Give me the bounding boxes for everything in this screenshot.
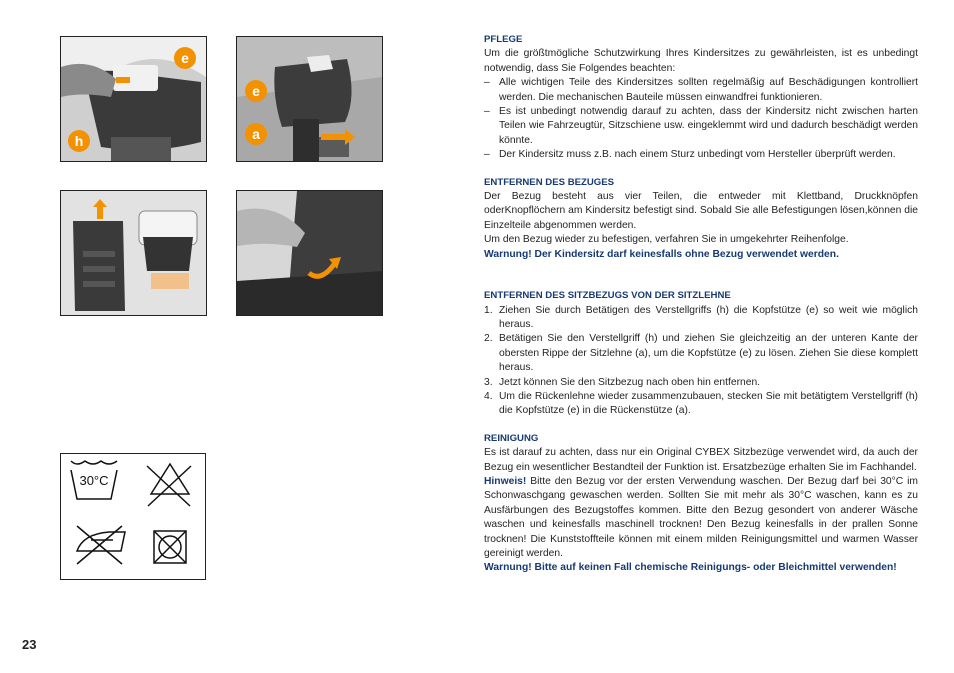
sitzlehne-list xyxy=(484,304,918,419)
photo-headrest-adjust xyxy=(60,36,207,162)
photo-cover-attach xyxy=(236,190,383,316)
no-iron-icon xyxy=(77,526,125,564)
heading-bezug: ENTFERNEN DES BEZUGES xyxy=(484,176,615,188)
reinigung-para-1: Es ist darauf zu achten, dass nur ein Original CYBEX Sitzbezüge verwendet wird, da auch der Bezug ein wesentlicher Bestandteil der Funktion ist. Ersatzbezüge erhalten Sie im Fachhandel. xyxy=(484,447,918,473)
reinigung-hint xyxy=(484,475,918,561)
pflege-intro: Um die größtmögliche Schutzwirkung Ihres Kindersitzes zu gewährleisten, ist es unbedingt notwendig, dass Sie Folgendes beachten: xyxy=(484,48,918,74)
bezug-para-1: Der Bezug besteht aus vier Teilen, die entweder mit Klettband, Druckknöpfen oderKnopflöchern am Kindersitz befestigt sind. Sobald Sie alle Befestigungen lösen,können die Einzelteile abgenommen werden. xyxy=(484,191,918,231)
list-item: 4. Um die Rückenlehne wieder zusammenzubauen, stecken Sie mit betätigtem Verstellgriff (h) die Kopfstütze (e) in die Rückenstütze (a). xyxy=(484,390,918,417)
care-symbols xyxy=(60,453,206,580)
hint-text: Bitte den Bezug vor der ersten Verwendung waschen. Der Bezug darf bei 30°C im Schonwaschgang gewaschen werden. Sollten Sie mit mehr als 30°C waschen, kann es zu Ausfärbungen des Bezugstoffes kommen. Bitte den Bezug gesondert von anderer Wäsche waschen und keinesfalls maschinell trocknen! Den Bezug keinesfalls in der prallen Sonne trocknen! Die Kunststoffteile können mit einem milden Reinigungsmittel und warmen Wasser gereinigt werden. xyxy=(484,475,918,559)
text-column xyxy=(484,33,918,576)
heading-sitzlehne: ENTFERNEN DES SITZBEZUGS VON DER SITZLEHNE xyxy=(484,290,731,302)
no-bleach-icon xyxy=(147,464,191,506)
photo-cover-removal-illustration xyxy=(61,191,206,315)
list-item: – Der Kindersitz muss z.B. nach einem Sturz unbedingt vom Hersteller überprüft werden. xyxy=(484,149,896,161)
photo-cover-removal xyxy=(60,190,207,316)
svg-text:e: e xyxy=(252,83,260,99)
photo-headrest-adjust-illustration xyxy=(61,37,206,161)
svg-text:h: h xyxy=(74,133,84,149)
wash-temperature: 30°C xyxy=(79,473,109,488)
list-item: 3. Jetzt können Sie den Sitzbezug nach oben hin entfernen. xyxy=(484,376,761,388)
svg-text:a: a xyxy=(252,126,260,142)
heading-pflege: PFLEGE xyxy=(484,34,523,45)
list-item: – Alle wichtigen Teile des Kindersitzes sollten regelmäßig auf Beschädigungen kontrolliert werden. Die mechanischen Bauteile müssen einwandfrei funktionieren. xyxy=(484,77,918,103)
page-number: 23 xyxy=(22,637,37,652)
no-tumble-dry-icon xyxy=(154,531,186,563)
bezug-warning: Warnung! Der Kindersitz darf keinesfalls ohne Bezug verwendet werden. xyxy=(484,248,839,260)
pflege-list xyxy=(484,76,918,162)
hint-label: Hinweis! xyxy=(484,475,527,487)
care-symbols-illustration xyxy=(61,454,205,579)
svg-text:e: e xyxy=(181,50,189,66)
bezug-para-2: Um den Bezug wieder zu befestigen, verfahren Sie in umgekehrter Reihenfolge. xyxy=(484,234,849,246)
list-item: – Es ist unbedingt notwendig darauf zu achten, dass der Kindersitz nicht zwischen harten Teilen wie Fahrzeugtür, Sitzschiene usw. eingeklemmt wird und dadurch beschädigt werden könnte. xyxy=(484,106,918,146)
reinigung-warning: Warnung! Bitte auf keinen Fall chemische Reinigungs- oder Bleichmittel verwenden! xyxy=(484,562,897,574)
heading-reinigung: REINIGUNG xyxy=(484,432,539,444)
list-item: 1. Ziehen Sie durch Betätigen des Verstellgriffs (h) die Kopfstütze (e) so weit wie möglich heraus. xyxy=(484,304,918,330)
photo-cover-attach-illustration xyxy=(237,191,382,315)
photo-headrest-remove xyxy=(236,36,383,162)
photo-headrest-remove-illustration xyxy=(237,37,382,161)
list-item: 2. Betätigen Sie den Verstellgriff (h) und ziehen Sie gleichzeitig an der unteren Kante der obersten Rippe der Sitzlehne (a), um die Kopfstütze (e) zu lösen. Ziehen Sie diese komplett heraus. xyxy=(484,333,918,374)
